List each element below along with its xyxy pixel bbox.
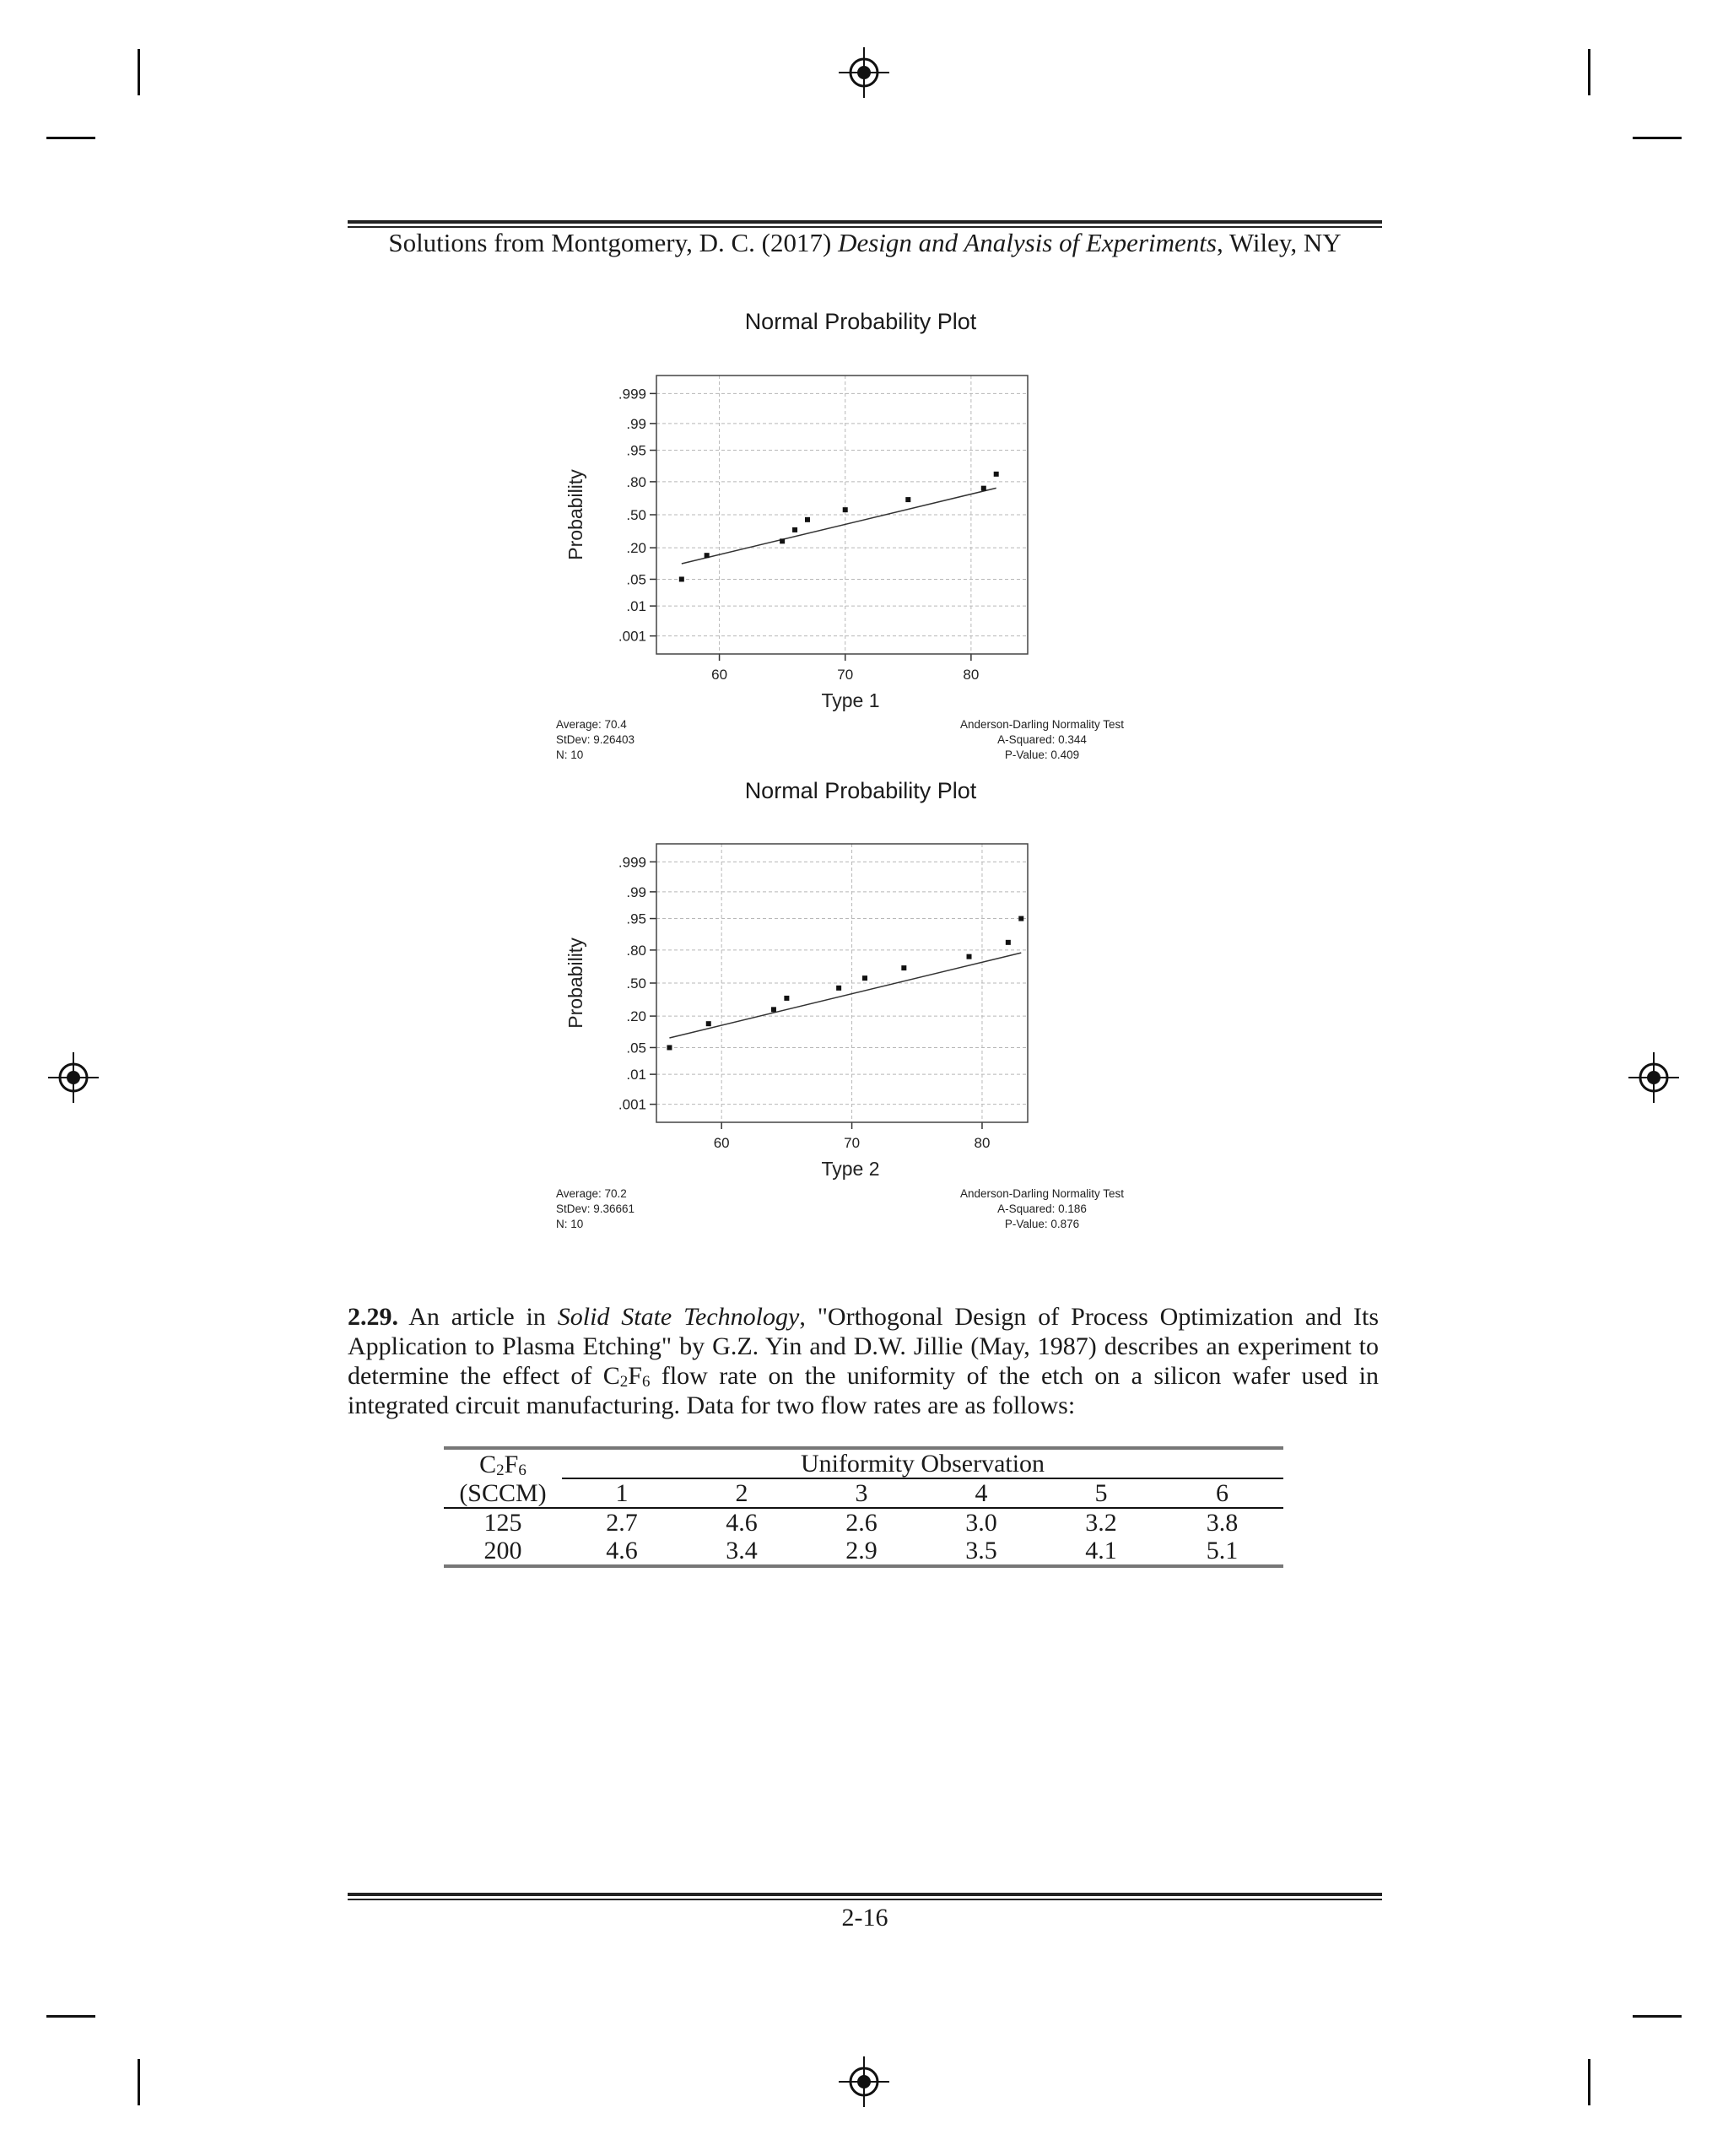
data-point — [967, 954, 972, 959]
y-tick-label: .20 — [626, 1008, 646, 1025]
row-header-unit: (SCCM) — [444, 1478, 562, 1508]
column-header: 1 — [562, 1478, 682, 1508]
y-tick-label: .001 — [618, 628, 646, 645]
table-header-row — [444, 1448, 1283, 1478]
data-point — [981, 486, 986, 491]
data-point — [705, 553, 710, 558]
x-tick-label: 70 — [844, 1135, 861, 1151]
table-column-header-row — [444, 1478, 1283, 1508]
crop-mark — [1633, 137, 1682, 139]
chart-stats-left — [556, 1186, 634, 1232]
chart-stats-right — [937, 717, 1148, 763]
crop-mark — [138, 2059, 140, 2105]
header-text: C — [479, 1450, 497, 1478]
column-header: 3 — [802, 1478, 921, 1508]
data-point — [862, 975, 867, 981]
chart-stats-left — [556, 717, 634, 763]
y-tick-label: .01 — [626, 598, 646, 615]
header-text: F — [504, 1450, 519, 1478]
problem-statement — [348, 1302, 1379, 1420]
problem-text: , "Orthogonal Design of Process Optimization and Its Application to Plasma Etching" by G.Z. Yin and D.W. Jillie (May, 1987) describes an experiment to determine the effect of C — [348, 1303, 1379, 1390]
crop-mark — [1588, 2059, 1590, 2105]
table-cell: 2.6 — [845, 1509, 878, 1537]
column-header: 2 — [682, 1478, 802, 1508]
stat-stdev: StDev: 9.36661 — [556, 1202, 635, 1215]
flow-rate-cell: 125 — [483, 1509, 522, 1537]
data-point — [843, 507, 848, 512]
registration-mark-icon — [48, 1052, 99, 1103]
stat-test-name: Anderson-Darling Normality Test — [959, 718, 1125, 731]
table-cell: 3.2 — [1085, 1509, 1117, 1537]
data-point — [780, 538, 785, 543]
y-tick-label: .50 — [626, 507, 646, 523]
y-tick-label: .95 — [626, 442, 646, 459]
footer-rule-thin — [348, 1899, 1382, 1900]
stat-p-value: P-Value: 0.409 — [1004, 748, 1080, 761]
fit-line — [682, 488, 996, 564]
table-cell: 3.4 — [682, 1537, 802, 1566]
fit-line — [669, 953, 1021, 1038]
data-point — [1006, 940, 1011, 945]
stat-average: Average: 70.4 — [556, 718, 627, 731]
column-header: 6 — [1161, 1478, 1283, 1508]
y-tick-label: .05 — [626, 571, 646, 588]
data-point — [784, 996, 789, 1001]
crop-mark — [1588, 49, 1590, 95]
problem-text: flow rate on the uniformity of the etch on a silicon wafer used in integrated circuit manufacturing. Data for two flow rates are as follows: — [348, 1362, 1380, 1419]
header-publisher: , Wiley, NY — [1216, 228, 1342, 257]
x-axis-label: Type 1 — [821, 689, 880, 711]
x-tick-label: 60 — [711, 667, 728, 683]
journal-title: Solid State Technology — [557, 1303, 800, 1331]
data-point — [706, 1021, 711, 1026]
crop-mark — [46, 2015, 95, 2018]
data-point — [994, 472, 999, 477]
subscript: 2 — [619, 1373, 629, 1391]
data-point — [679, 576, 684, 581]
problem-number: 2.29. — [348, 1303, 398, 1331]
y-tick-label: .99 — [626, 883, 646, 900]
flow-rate-cell: 200 — [444, 1537, 562, 1566]
stat-test-name: Anderson-Darling Normality Test — [959, 1187, 1125, 1200]
table-cell: 4.1 — [1041, 1537, 1161, 1566]
stat-n: N: 10 — [556, 748, 584, 761]
y-tick-label: .95 — [626, 910, 646, 927]
stat-a-squared: A-Squared: 0.344 — [997, 733, 1087, 746]
x-tick-label: 60 — [713, 1135, 730, 1151]
x-tick-label: 80 — [963, 667, 980, 683]
y-tick-label: .01 — [626, 1067, 646, 1083]
data-point — [901, 965, 906, 970]
data-point — [905, 497, 910, 502]
row-header-flow — [444, 1448, 562, 1478]
table-cell: 3.0 — [965, 1509, 997, 1537]
stat-average: Average: 70.2 — [556, 1187, 627, 1200]
header-citation: Solutions from Montgomery, D. C. (2017) — [388, 228, 839, 257]
x-tick-label: 80 — [974, 1135, 991, 1151]
data-point — [805, 517, 810, 522]
y-tick-label: .50 — [626, 975, 646, 992]
data-point — [792, 527, 797, 532]
subscript: 6 — [641, 1373, 651, 1391]
table-cell: 2.9 — [802, 1537, 921, 1566]
footer-rule-thick — [348, 1893, 1382, 1896]
table-cell: 2.7 — [606, 1509, 638, 1537]
stat-a-squared: A-Squared: 0.186 — [997, 1202, 1087, 1215]
chart-title: Normal Probability Plot — [744, 309, 977, 334]
problem-paragraph — [348, 1302, 1379, 1420]
group-header: Uniformity Observation — [562, 1448, 1283, 1478]
y-tick-label: .001 — [618, 1096, 646, 1113]
y-tick-label: .999 — [618, 386, 646, 403]
y-tick-label: .20 — [626, 540, 646, 557]
chart-title: Normal Probability Plot — [744, 778, 977, 803]
x-tick-label: 70 — [837, 667, 854, 683]
data-point — [1018, 916, 1023, 921]
subscript: 2 — [496, 1461, 505, 1479]
y-axis-label: Probability — [564, 938, 586, 1029]
x-axis-label: Type 2 — [821, 1158, 880, 1180]
column-header: 5 — [1041, 1478, 1161, 1508]
table-cell: 3.5 — [921, 1537, 1041, 1566]
data-point — [667, 1045, 672, 1050]
table-cell: 4.6 — [726, 1509, 758, 1537]
subscript: 6 — [518, 1461, 526, 1479]
table-cell: 3.8 — [1206, 1509, 1239, 1537]
chart-svg — [548, 363, 1156, 717]
y-tick-label: .05 — [626, 1040, 646, 1056]
chart-svg — [548, 831, 1156, 1186]
uniformity-data-table — [444, 1446, 1283, 1568]
data-point — [771, 1007, 776, 1012]
registration-mark-icon — [1628, 1052, 1679, 1103]
stat-p-value: P-Value: 0.876 — [1004, 1218, 1080, 1230]
page-number: 2-16 — [841, 1904, 888, 1932]
crop-mark — [1633, 2015, 1682, 2018]
table-cell: 4.6 — [562, 1537, 682, 1566]
y-tick-label: .99 — [626, 415, 646, 432]
header-book-title: Design and Analysis of Experiments — [838, 228, 1217, 257]
running-header — [348, 228, 1382, 258]
y-tick-label: .80 — [626, 473, 646, 490]
crop-mark — [138, 49, 140, 95]
table-row — [444, 1537, 1283, 1566]
registration-mark-icon — [839, 47, 889, 98]
y-tick-label: .80 — [626, 942, 646, 959]
data-point — [836, 986, 841, 991]
crop-mark — [46, 137, 95, 139]
chart-stats-right — [937, 1186, 1148, 1232]
problem-text: An article in — [398, 1303, 558, 1331]
y-tick-label: .999 — [618, 854, 646, 871]
registration-mark-icon — [839, 2056, 889, 2107]
table-cell: 5.1 — [1161, 1537, 1283, 1566]
problem-text: F — [628, 1362, 642, 1390]
y-axis-label: Probability — [564, 469, 586, 560]
column-header: 4 — [921, 1478, 1041, 1508]
table-row — [444, 1508, 1283, 1537]
stat-stdev: StDev: 9.26403 — [556, 733, 635, 746]
header-rule-thick — [348, 220, 1382, 224]
stat-n: N: 10 — [556, 1218, 584, 1230]
